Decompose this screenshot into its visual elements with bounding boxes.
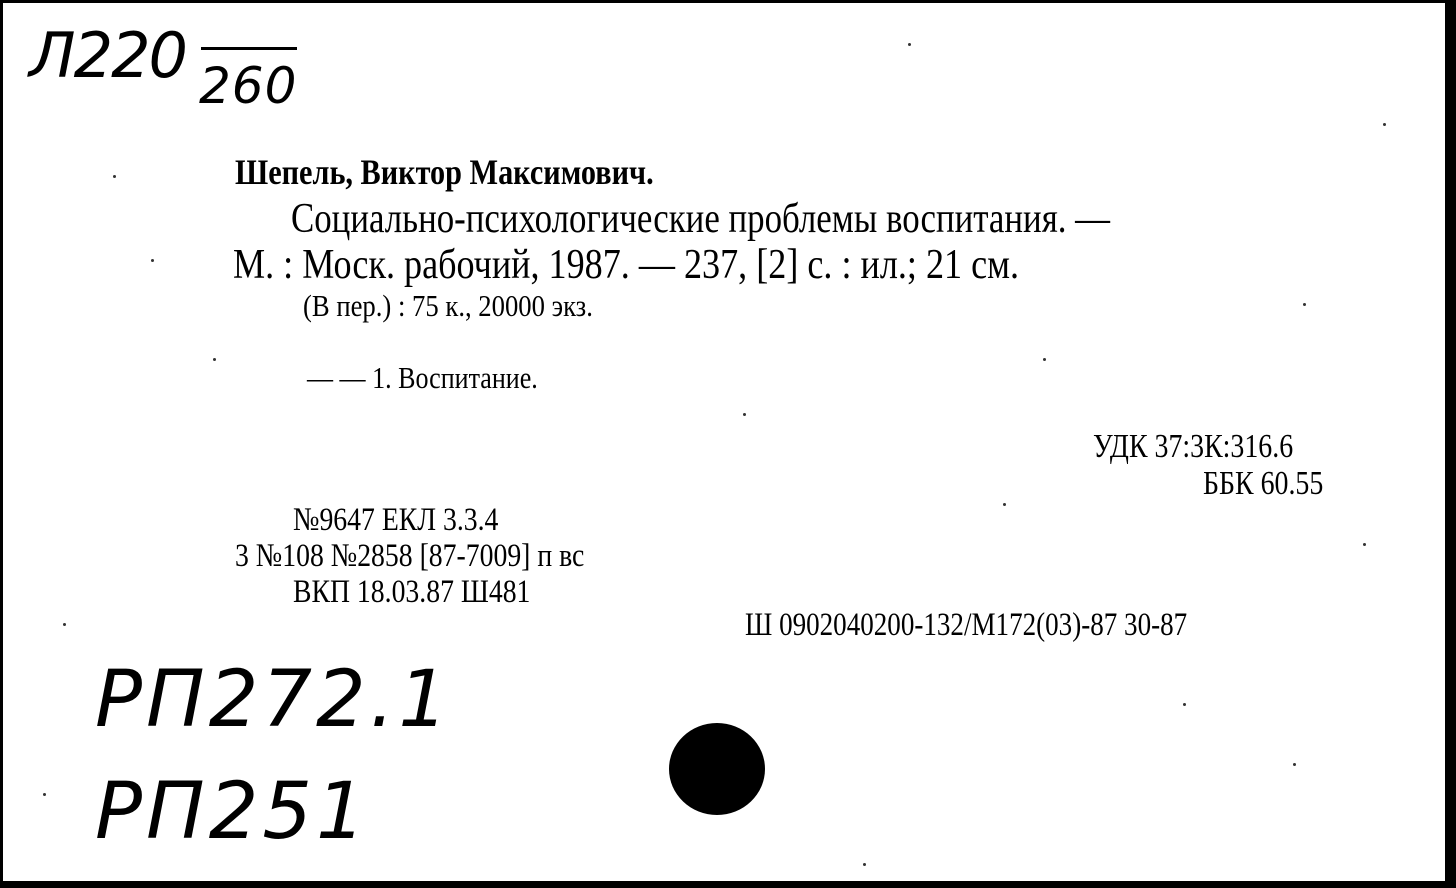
shelf-mark-bottom: 260 bbox=[199, 57, 298, 115]
handwritten-shelf-number-1: РП272.1 bbox=[95, 655, 452, 745]
catalog-card bbox=[3, 3, 1445, 881]
registration-text-2: 3 №108 №2858 [87-7009] п вс bbox=[235, 538, 585, 574]
scan-speck bbox=[1363, 543, 1366, 546]
scan-speck bbox=[213, 358, 216, 361]
subject-text: — — 1. Воспитание. bbox=[307, 360, 538, 395]
author-heading bbox=[235, 151, 733, 193]
scan-speck bbox=[1383, 123, 1386, 126]
price-line bbox=[303, 288, 640, 324]
card-punch-hole bbox=[669, 723, 765, 815]
udk-text: УДК 37:3К:316.6 bbox=[1093, 428, 1294, 465]
bbk-text: ББК 60.55 bbox=[1203, 465, 1324, 502]
imprint-line bbox=[233, 241, 1147, 289]
scan-speck bbox=[113, 175, 116, 178]
scan-speck bbox=[908, 43, 911, 46]
subject-line bbox=[307, 360, 582, 396]
registration-line-1 bbox=[293, 502, 538, 539]
shelf-mark-top: Л220 bbox=[29, 19, 186, 92]
scan-speck bbox=[863, 863, 866, 866]
scan-speck bbox=[1043, 358, 1046, 361]
scan-speck bbox=[43, 793, 46, 796]
scan-speck bbox=[63, 623, 66, 626]
registration-text-1: №9647 ЕКЛ 3.3.4 bbox=[293, 502, 499, 538]
scan-speck bbox=[151, 259, 154, 262]
scan-speck bbox=[743, 413, 746, 416]
title-line bbox=[291, 195, 1278, 243]
index-code-text: Ш 0902040200-132/М172(03)-87 30-87 bbox=[745, 607, 1188, 643]
title-text: Социально-психологические проблемы воспитания. — bbox=[291, 196, 1111, 242]
bbk-code bbox=[1203, 465, 1350, 503]
registration-line-3 bbox=[293, 574, 576, 611]
price-text: (В пер.) : 75 к., 20000 экз. bbox=[303, 288, 593, 323]
udk-code bbox=[1093, 428, 1337, 466]
scan-speck bbox=[1303, 303, 1306, 306]
author-text: Шепель, Виктор Максимович. bbox=[235, 152, 654, 192]
scan-speck bbox=[1183, 703, 1186, 706]
registration-text-3: ВКП 18.03.87 Ш481 bbox=[293, 574, 531, 610]
scan-speck bbox=[1293, 763, 1296, 766]
registration-line-2 bbox=[235, 538, 651, 575]
shelf-mark-divider bbox=[201, 47, 297, 50]
index-code-line bbox=[745, 607, 1284, 644]
imprint-text: М. : Моск. рабочий, 1987. — 237, [2] с. : ил.; 21 см. bbox=[233, 242, 1020, 288]
handwritten-shelf-number-2: РП251 bbox=[95, 767, 370, 857]
scan-speck bbox=[1003, 503, 1006, 506]
